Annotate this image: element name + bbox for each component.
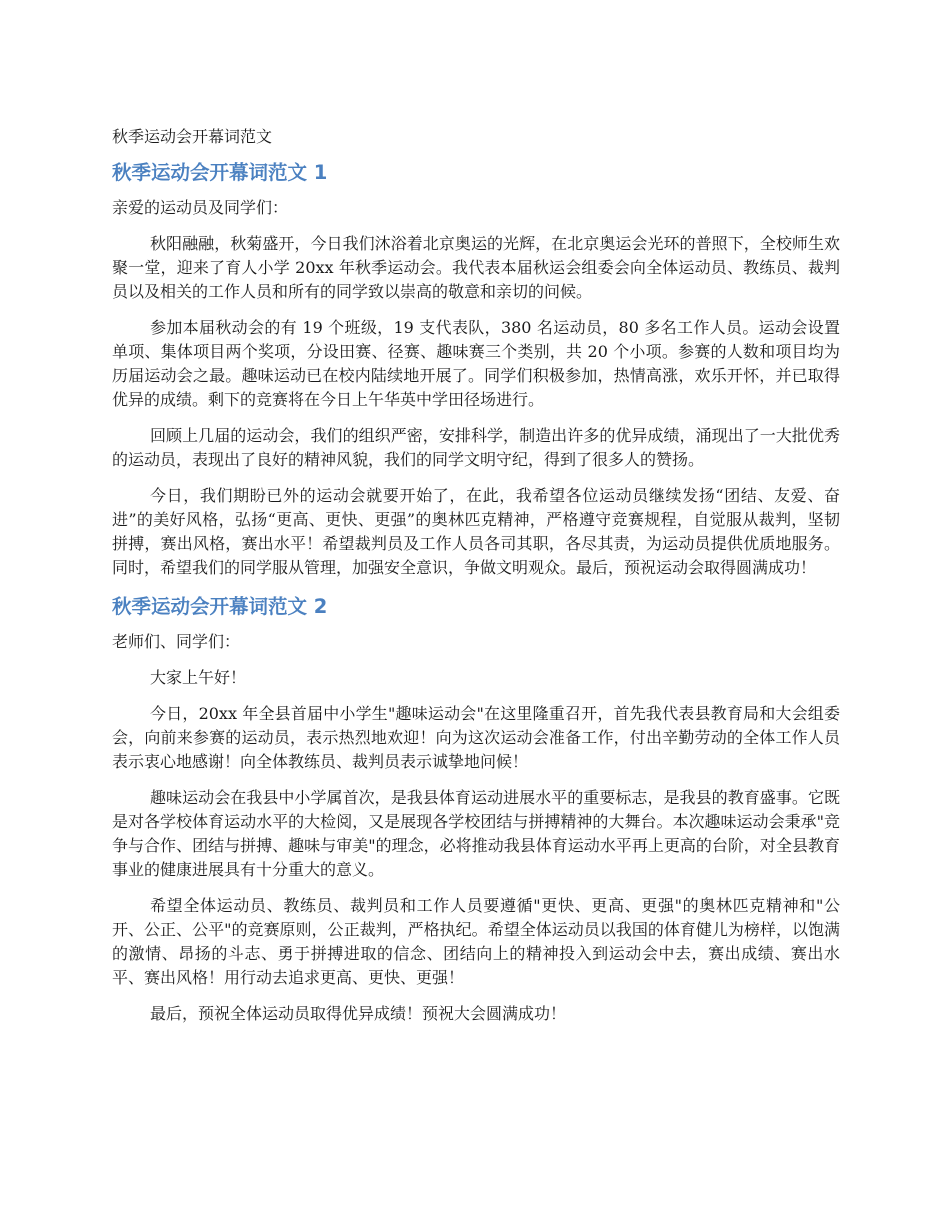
document-page — [112, 124, 840, 1038]
paragraph: 希望全体运动员、教练员、裁判员和工作人员要遵循"更快、更高、更强"的奥林匹克精神和"公开、公正、公平"的竞赛原则，公正裁判，严格执纪。希望全体运动员以我国的体育健儿为榜样，以饱满的激情、昂扬的斗志、勇于拼搏进取的信念、团结向上的精神投入到运动会中去，赛出成绩、赛出水平、赛出风格！用行动去追求更高、更快、更强！ — [112, 896, 840, 987]
paragraph: 趣味运动会在我县中小学属首次，是我县体育运动进展水平的重要标志，是我县的教育盛事。它既是对各学校体育运动水平的大检阅，又是展现各学校团结与拼搏精神的大舞台。本次趣味运动会秉承"竞争与合作、团结与拼搏、趣味与审美"的理念，必将推动我县体育运动水平再上更高的台阶，对全县教育事业的健康进展具有十分重大的意义。 — [112, 788, 840, 879]
paragraph: 今日，20xx 年全县首届中小学生"趣味运动会"在这里隆重召开，首先我代表县教育局和大会组委会，向前来参赛的运动员，表示热烈地欢迎！向为这次运动会准备工作，付出辛勤劳动的全体工作人员表示衷心地感谢！向全体教练员、裁判员表示诚挚地问候！ — [112, 704, 840, 771]
paragraph: 今日，我们期盼已外的运动会就要开始了，在此，我希望各位运动员继续发扬“团结、友爱、奋进”的美好风格，弘扬“更高、更快、更强”的奥林匹克精神，严格遵守竞赛规程，自觉服从裁判，坚韧拼搏，赛出风格，赛出水平！希望裁判员及工作人员各司其职，各尽其责，为运动员提供优质地服务。同时，希望我们的同学服从管理，加强安全意识，争做文明观众。最后，预祝运动会取得圆满成功！ — [112, 486, 840, 577]
paragraph: 回顾上几届的运动会，我们的组织严密，安排科学，制造出许多的优异成绩，涌现出了一大批优秀的运动员，表现出了良好的精神风貌，我们的同学文明守纪，得到了很多人的赞扬。 — [112, 426, 840, 469]
paragraph: 大家上午好！ — [150, 668, 247, 687]
paragraph: 参加本届秋动会的有 19 个班级，19 支代表队，380 名运动员，80 多名工作人员。运动会设置单项、集体项目两个奖项，分设田赛、径赛、趣味赛三个类别，共 20 个小项。参赛的人数和项目均为历届运动会之最。趣味运动已在校内陆续地开展了。同学们积极参加，热情高涨，欢乐开怀，并已取得优异的成绩。剩下的竞赛将在今日上午华英中学田径场进行。 — [112, 318, 840, 409]
document-title: 秋季运动会开幕词范文 — [112, 127, 273, 146]
paragraph: 最后，预祝全体运动员取得优异成绩！预祝大会圆满成功！ — [150, 1004, 567, 1023]
paragraph: 秋阳融融，秋菊盛开，今日我们沐浴着北京奥运的光辉，在北京奥运会光环的普照下，全校师生欢聚一堂，迎来了育人小学 20xx 年秋季运动会。我代表本届秋运会组委会向全体运动员、教练员、裁判员以及相关的工作人员和所有的同学致以崇高的敬意和亲切的问候。 — [112, 234, 840, 301]
salutation: 老师们、同学们： — [112, 632, 241, 651]
section-2 — [112, 592, 840, 1026]
section-heading: 秋季运动会开幕词范文 1 — [112, 161, 328, 184]
section-1 — [112, 158, 840, 580]
section-heading: 秋季运动会开幕词范文 2 — [112, 595, 328, 618]
salutation: 亲爱的运动员及同学们： — [112, 198, 289, 217]
